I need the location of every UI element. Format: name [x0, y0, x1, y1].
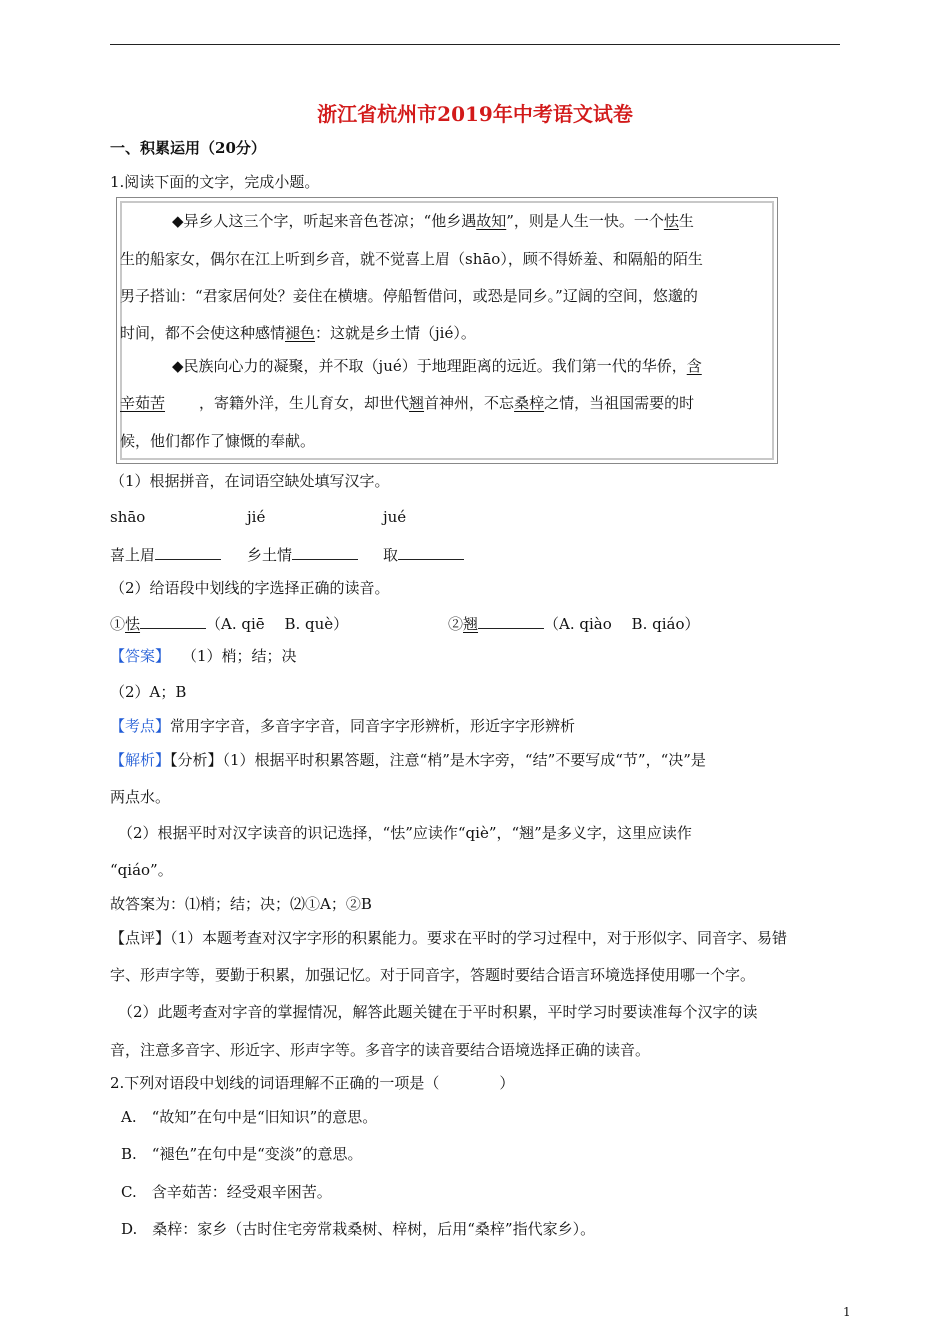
- answer-tag: 【答案】: [110, 647, 171, 665]
- passage-p2-line2: [120, 393, 694, 413]
- passage-p2-line1: [172, 356, 702, 376]
- text-span: 首神州，不忘: [424, 394, 515, 412]
- kaodian-line: [110, 716, 575, 736]
- answer-blank[interactable]: [398, 543, 464, 560]
- text-span: 时间，都不会使这种感情: [120, 324, 286, 342]
- option-c[interactable]: C. 含辛茹苦：经受艰辛困苦。: [121, 1183, 332, 1201]
- pinyin-jue: jué: [383, 508, 407, 526]
- underlined-char-qiao: 翘: [409, 394, 425, 412]
- underlined-word-xinrukuv: 辛茹苦: [120, 394, 166, 412]
- text-span: ◆异乡人这三个字，听起来音色苍凉；“他乡遇: [172, 212, 477, 230]
- section-heading: 一、积累运用（20分）: [110, 139, 266, 157]
- answer-blank[interactable]: [292, 543, 358, 560]
- jiexi-text: 【分析】（1）根据平时积累答题，注意“梢”是木字旁，“结”不要写成“节”，“决”是: [170, 751, 706, 769]
- dianping-line-3: （2）此题考查对字音的掌握情况，解答此题关键在于平时积累，平时学习时要读准每个汉字的读: [118, 1003, 758, 1021]
- jiexi-line-2: 两点水。: [110, 788, 171, 806]
- kaodian-text: 常用字字音，多音字字音，同音字字形辨析，形近字字形辨析: [170, 717, 576, 735]
- text-span: 之情，当祖国需要的时: [544, 394, 695, 412]
- answer-blank[interactable]: [155, 543, 221, 560]
- reading-item-1: [110, 612, 348, 634]
- fill-item-1: [110, 543, 221, 565]
- passage-p1-line4: [120, 323, 476, 343]
- text-span: ◆民族向心力的凝聚，并不取（jué）于地理距离的远近。我们第一代的华侨，: [172, 357, 687, 375]
- underlined-word-guzhi: 故知: [476, 212, 507, 230]
- answer-line-1: [110, 646, 297, 666]
- answer-text: （1）梢；结；决: [182, 647, 297, 665]
- text-span: 生: [678, 212, 694, 230]
- item-number: ①: [110, 615, 126, 633]
- passage-p2-line3: 候，他们都作了慷慨的奉献。: [120, 432, 316, 450]
- word-prefix: 取: [383, 546, 399, 564]
- pinyin-jie: jié: [247, 508, 266, 526]
- jiexi-line-1: [110, 750, 706, 770]
- reading-options: （A. qiào B. qiáo）: [544, 615, 700, 633]
- reading-item-2: [448, 612, 699, 634]
- underlined-char: 怯: [125, 615, 141, 633]
- item-number: ②: [448, 615, 464, 633]
- text-span: ，寄籍外洋，生儿育女，却世代: [199, 394, 410, 412]
- jiexi-line-3: （2）根据平时对汉字读音的识记选择，“怯”应读作“qiè”，“翘”是多义字，这里应读作: [118, 824, 692, 842]
- underlined-char: 翘: [463, 615, 479, 633]
- page-number: 1: [843, 1305, 851, 1319]
- dianping-line-2: 字、形声字等，要勤于积累，加强记忆。对于同音字，答题时要结合语言环境选择使用哪一个字。: [110, 966, 756, 984]
- kaodian-tag: 【考点】: [110, 717, 171, 735]
- jiexi-line-5: 故答案为：⑴梢；结；决；⑵①A；②B: [110, 895, 372, 913]
- page-title: 浙江省杭州市2019年中考语文试卷: [317, 102, 633, 126]
- sub-question-2-prompt: （2）给语段中划线的字选择正确的读音。: [110, 579, 390, 597]
- question-2-stem: 2.下列对语段中划线的词语理解不正确的一项是（ ）: [110, 1074, 515, 1092]
- option-b[interactable]: B. “褪色”在句中是“变淡”的意思。: [121, 1145, 363, 1163]
- passage-p1-line2: 生的船家女，偶尔在江上听到乡音，就不觉喜上眉（shāo），顾不得娇羞、和隔船的陌生: [120, 250, 703, 268]
- answer-blank[interactable]: [140, 612, 206, 629]
- pinyin-shao: shāo: [110, 508, 146, 526]
- option-d[interactable]: D. 桑梓：家乡（古时住宅旁常栽桑树、梓树，后用“桑梓”指代家乡）。: [121, 1220, 596, 1238]
- underlined-char-han: 含: [686, 357, 702, 375]
- text-span: ”，则是人生一快。一个: [506, 212, 664, 230]
- dianping-line-4: 音，注意多音字、形近字、形声字等。多音字的读音要结合语境选择正确的读音。: [110, 1041, 651, 1059]
- passage-p1-line1: [172, 211, 694, 231]
- sub-question-1-prompt: （1）根据拼音，在词语空缺处填写汉字。: [110, 472, 390, 490]
- reading-options: （A. qiē B. què）: [206, 615, 349, 633]
- answer-line-2: （2）A；B: [110, 683, 187, 701]
- underlined-word-sangzi: 桑梓: [514, 394, 545, 412]
- dianping-line-1: 【点评】（1）本题考查对汉字字形的积累能力。要求在平时的学习过程中，对于形似字、同音字、易错: [110, 929, 788, 947]
- text-span: ：这就是乡土情（jié）。: [315, 324, 476, 342]
- word-prefix: 乡土情: [247, 546, 293, 564]
- word-prefix: 喜上眉: [110, 546, 156, 564]
- option-a[interactable]: A. “故知”在句中是“旧知识”的意思。: [121, 1108, 378, 1126]
- jiexi-line-4: “qiáo”。: [110, 861, 173, 879]
- jiexi-tag: 【解析】: [110, 751, 171, 769]
- fill-item-3: [383, 543, 464, 565]
- underlined-word-tuise: 褪色: [285, 324, 316, 342]
- question-1-stem: 1.阅读下面的文字，完成小题。: [110, 173, 320, 191]
- fill-item-2: [247, 543, 358, 565]
- underlined-char-qie: 怯: [663, 212, 679, 230]
- header-rule: [110, 44, 840, 45]
- answer-blank[interactable]: [478, 612, 544, 629]
- passage-p1-line3: 男子搭讪：“君家居何处？妾住在横塘。停船暂借问，或恐是同乡。”辽阔的空间，悠邈的: [120, 287, 698, 305]
